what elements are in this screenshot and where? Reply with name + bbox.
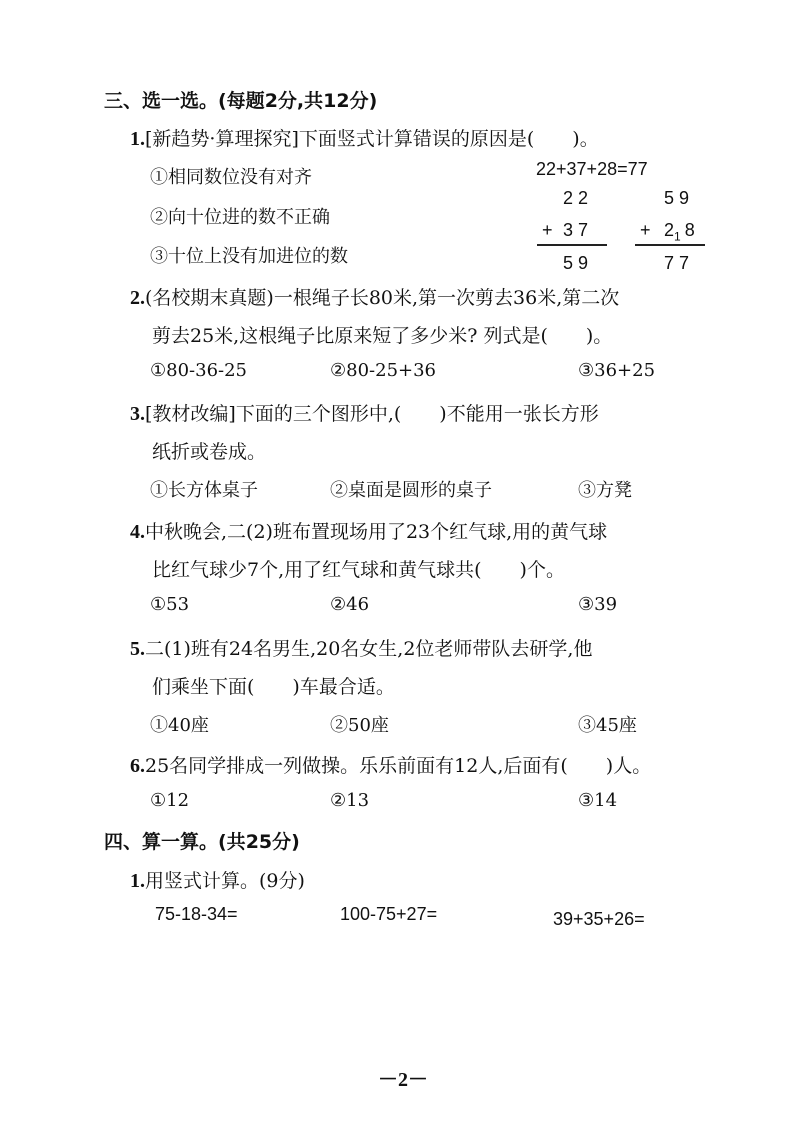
question-3	[130, 399, 599, 426]
question-text-line-1: 中秋晚会,二(2)班布置现场用了23个红气球,用的黄气球	[145, 521, 608, 543]
calc-expression-1: 75-18-34=	[155, 904, 238, 924]
q3-option-3: ③方凳	[578, 480, 632, 501]
q2-option-1: ①80-36-25	[150, 360, 248, 381]
q4-option-2: ②46	[330, 594, 370, 615]
question-number: 2.	[130, 287, 145, 309]
q1-equation: 22+37+28=77	[536, 159, 648, 179]
carry-digit: 1	[674, 229, 681, 244]
q6-option-3: ③14	[578, 790, 618, 811]
q5-option-1: ①40座	[150, 715, 209, 736]
page-number: －2－	[378, 1069, 428, 1091]
question-4	[130, 517, 607, 544]
question-text-line-1: 二(1)班有24名男生,20名女生,2位老师带队去研学,他	[145, 638, 593, 660]
q1-vertical-left-top: 2 2	[563, 188, 589, 208]
q1-vertical-left-op: +	[542, 220, 553, 240]
question-1	[130, 124, 599, 151]
q2-option-2: ②80-25+36	[330, 360, 437, 381]
question-text-line-1: [教材改编]下面的三个图形中,( )不能用一张长方形	[145, 403, 599, 425]
q1-vertical-left-rule	[537, 244, 607, 246]
q1-vertical-left-result: 5 9	[563, 253, 589, 273]
question-text: 用竖式计算。(9分)	[145, 870, 305, 892]
q4-option-3: ③39	[578, 594, 618, 615]
q1-vertical-right-bottom: $2_1$ 8	[664, 220, 695, 244]
q6-option-2: ②13	[330, 790, 370, 811]
q1-option-1: ①相同数位没有对齐	[150, 167, 312, 188]
question-text: 25名同学排成一列做操。乐乐前面有12人,后面有( )人。	[145, 755, 652, 777]
question-number: 3.	[130, 403, 145, 425]
q4-option-1: ①53	[150, 594, 190, 615]
q3-option-2: ②桌面是圆形的桌子	[330, 480, 492, 501]
question-2-line-2: 剪去25米,这根绳子比原来短了多少米? 列式是( )。	[152, 325, 613, 347]
question-2	[130, 283, 619, 310]
q6-option-1: ①12	[150, 790, 190, 811]
question-4-line-2: 比红气球少7个,用了红气球和黄气球共( )个。	[152, 559, 565, 581]
question-text: [新趋势·算理探究]下面竖式计算错误的原因是( )。	[145, 128, 599, 150]
question-5	[130, 634, 592, 661]
question-3-line-2: 纸折或卷成。	[152, 441, 267, 463]
q5-option-2: ②50座	[330, 715, 389, 736]
question-5-line-2: 们乘坐下面( )车最合适。	[152, 676, 395, 698]
q5-option-3: ③45座	[578, 715, 637, 736]
question-number: 4.	[130, 521, 145, 543]
question-number: 5.	[130, 638, 145, 660]
q1-vertical-right-op: +	[640, 220, 651, 240]
section-3-heading: 三、选一选。(每题2分,共12分)	[104, 90, 378, 112]
calc-expression-3: 39+35+26=	[553, 909, 645, 929]
section-4-heading: 四、算一算。(共25分)	[104, 831, 300, 853]
q1-option-2: ②向十位进的数不正确	[150, 207, 330, 228]
question-number: 6.	[130, 755, 145, 777]
q1-vertical-left-bottom: 3 7	[563, 220, 589, 240]
question-number: 1.	[130, 128, 145, 150]
q1-option-3: ③十位上没有加进位的数	[150, 246, 348, 267]
q2-option-3: ③36+25	[578, 360, 656, 381]
section-4-question-1	[130, 866, 305, 893]
q1-vertical-right-top: 5 9	[664, 188, 690, 208]
question-text-line-1: (名校期末真题)一根绳子长80米,第一次剪去36米,第二次	[145, 287, 620, 309]
q1-vertical-right-rule	[635, 244, 705, 246]
q1-vertical-right-result: 7 7	[664, 253, 690, 273]
question-6	[130, 751, 651, 778]
q3-option-1: ①长方体桌子	[150, 480, 258, 501]
question-number: 1.	[130, 870, 145, 892]
calc-expression-2: 100-75+27=	[340, 904, 438, 924]
